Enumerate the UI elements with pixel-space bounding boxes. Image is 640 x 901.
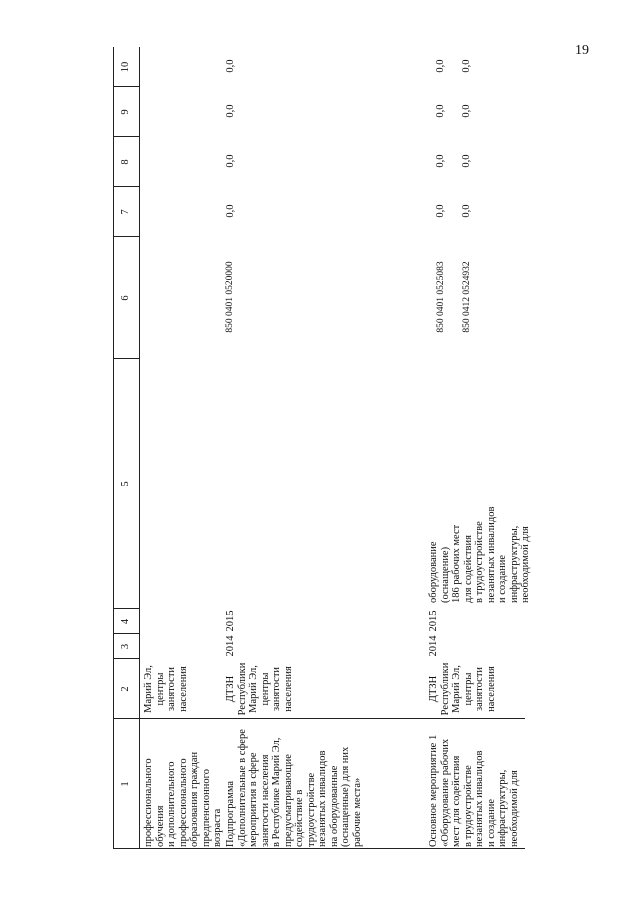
row2-value-col10: 0,0 xyxy=(225,59,236,73)
row2-name: Подпрограмма «Дополнительные в сфере мероприятия в сфере занятости населения в Республике Марий Эл, предусматривающие содействие в трудоустройстве незанятых инвалидов на оборудованные (оснащенные) для них рабочие места» xyxy=(225,729,363,847)
column-divider xyxy=(113,86,139,87)
header-col-1: 1 xyxy=(120,781,131,787)
header-col-8: 8 xyxy=(120,159,131,165)
row3-name: Основное мероприятие 1 «Оборудование рабочих мест для содействия в трудоустройстве незанятых инвалидов и создание инфраструктуры, необходимой для xyxy=(428,734,520,847)
column-divider xyxy=(113,633,139,634)
row3-values-col8: 0,0 0,0 xyxy=(435,154,472,168)
row3-executor: ДТЗН Республики Марий Эл, центры занятости населения xyxy=(428,662,497,716)
row3-start-year: 2014 xyxy=(428,635,439,657)
column-divider xyxy=(113,186,139,187)
column-divider xyxy=(113,848,525,849)
header-col-4: 4 xyxy=(120,618,131,625)
header-col-6: 6 xyxy=(120,295,131,301)
column-divider xyxy=(113,718,525,719)
row3-expected-result: оборудование (оснащение) 186 рабочих мест для содействия в трудоустройстве незанятых инвалидов и создание инфраструктуры, необходимой для xyxy=(428,506,531,603)
row2-value-col7: 0,0 xyxy=(225,204,236,218)
row2-start-year: 2014 xyxy=(225,635,236,657)
header-col-3: 3 xyxy=(120,643,131,650)
column-divider xyxy=(113,236,139,237)
row2-executor: ДТЗН Республики Марий Эл, центры занятости населения xyxy=(225,662,294,716)
header-col-5: 5 xyxy=(120,481,131,487)
header-col-7: 7 xyxy=(120,209,131,215)
column-divider xyxy=(113,608,139,609)
row2-budget-code: 850 0401 0520000 xyxy=(225,261,235,333)
table-top-border xyxy=(113,47,114,849)
header-col-2: 2 xyxy=(120,686,131,692)
row2-value-col9: 0,0 xyxy=(225,104,236,118)
row3-values-col10: 0,0 0,0 xyxy=(435,59,472,73)
header-col-9: 9 xyxy=(120,109,131,115)
row3-budget-codes: 850 0401 0525083 850 0412 0524932 xyxy=(436,261,472,333)
column-divider xyxy=(113,136,139,137)
row2-value-col8: 0,0 xyxy=(225,154,236,168)
row2-end-year: 2015 xyxy=(225,610,236,632)
column-divider xyxy=(113,658,139,659)
column-divider xyxy=(113,358,139,359)
row1-executor: Марий Эл, центры занятости населения xyxy=(143,665,189,713)
row1-name: профессионального обучения и дополнительного профессионального образования граждан предпенсионного возраста xyxy=(143,751,223,847)
page-number: 19 xyxy=(575,43,589,58)
header-col-10: 10 xyxy=(120,61,131,73)
row3-values-col9: 0,0 0,0 xyxy=(435,104,472,118)
row3-end-year: 2015 xyxy=(428,610,439,632)
header-bottom-border xyxy=(139,47,140,849)
budget-table xyxy=(113,47,531,849)
row3-values-col7: 0,0 0,0 xyxy=(435,204,472,218)
